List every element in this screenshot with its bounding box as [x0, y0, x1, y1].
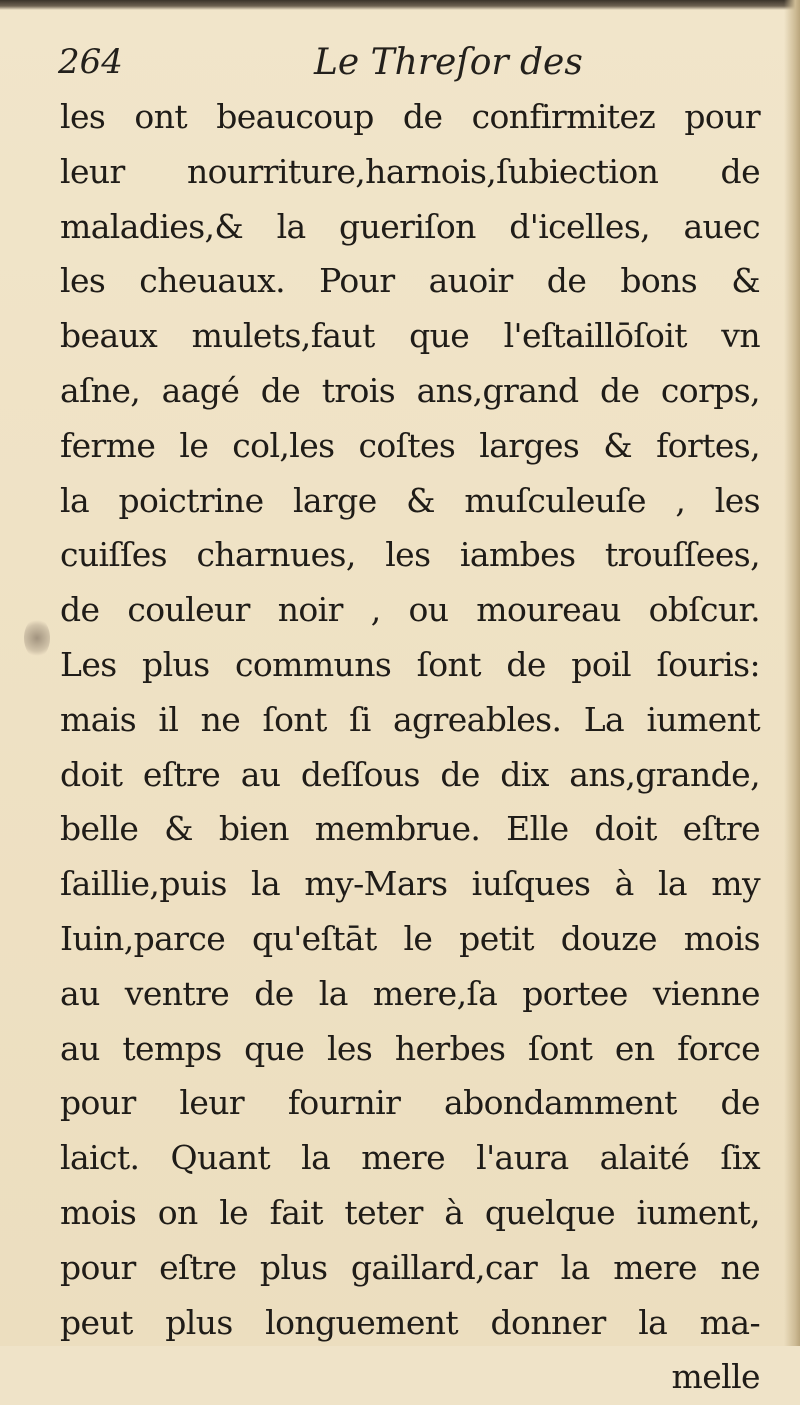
text-line: au temps que les herbes ſont en force	[60, 1028, 760, 1068]
text-line: la poictrine large & muſculeuſe , les	[60, 480, 760, 520]
text-line: doit eſtre au deſſous de dix ans,grande,	[60, 754, 760, 794]
text-line: au ventre de la mere,ſa portee vienne	[60, 973, 760, 1013]
text-line: Iuin,parce qu'eſtāt le petit douze mois	[60, 918, 760, 958]
text-line: peut plus longuement donner la ma-	[60, 1302, 760, 1342]
body-text	[60, 90, 760, 1405]
page-header	[58, 38, 758, 98]
text-line: leur nourriture,harnois,ſubiection de	[60, 151, 760, 191]
text-line: de couleur noir , ou moureau obſcur.	[60, 590, 760, 630]
text-line: maladies,& la gueriſon d'icelles, auec	[60, 206, 760, 246]
text-line: les ont beaucoup de confirmitez pour	[60, 97, 760, 136]
text-line: beaux mulets,faut que l'eſtaillōſoit vn	[60, 316, 760, 356]
text-line: laict. Quant la mere l'aura alaité ſix	[60, 1138, 760, 1178]
ink-stain	[24, 618, 50, 658]
text-line: belle & bien membrue. Elle doit eſtre	[60, 809, 760, 849]
page-top-edge	[0, 0, 800, 10]
text-line: les cheuaux. Pour auoir de bons &	[60, 261, 760, 301]
text-line: mois on le fait teter à quelque iument,	[60, 1192, 760, 1232]
text-line: cuiſſes charnues, les iambes trouſſees,	[60, 535, 760, 575]
page-number: 264	[58, 42, 123, 82]
page-right-edge	[784, 0, 800, 1346]
text-line: pour leur fournir abondamment de	[60, 1083, 760, 1123]
text-line: Les plus communs ſont de poil ſouris:	[60, 644, 760, 684]
text-line: ferme le col,les coſtes larges & fortes,	[60, 425, 760, 465]
text-line: ſaillie,puis la my-Mars iuſques à la my	[60, 864, 760, 904]
running-title: Le Threſor des	[314, 42, 583, 83]
text-line: mais il ne ſont ſi agreables. La iument	[60, 699, 760, 739]
text-line: pour eſtre plus gaillard,car la mere ne	[60, 1247, 760, 1287]
text-line: aſne, aagé de trois ans,grand de corps,	[60, 370, 760, 410]
text-line-catchword: melle	[671, 1357, 760, 1397]
